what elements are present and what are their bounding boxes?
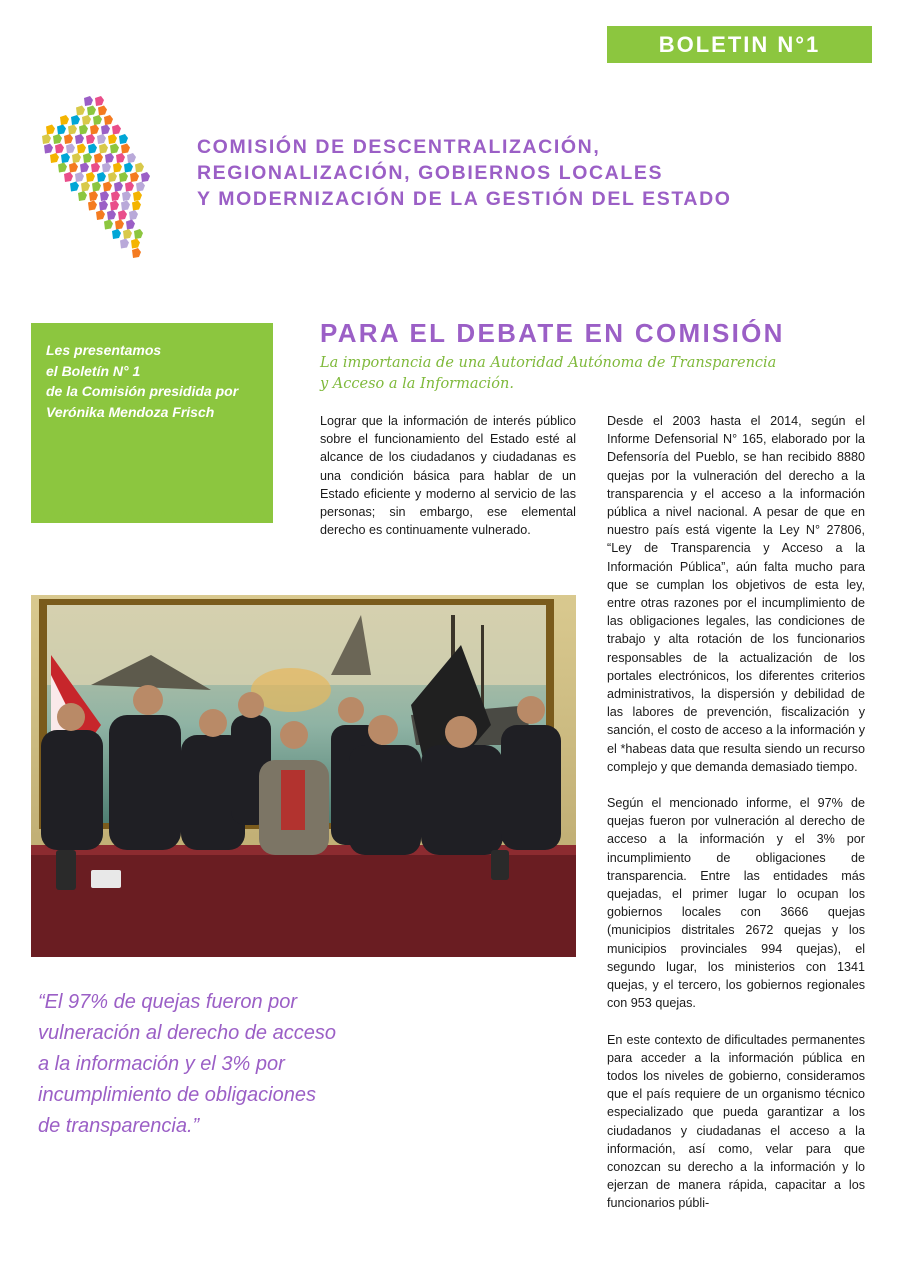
logo-tile [134,229,143,239]
logo-tile [114,182,123,192]
commission-name [197,134,837,212]
logo-tile [91,163,100,173]
logo-tile [130,172,139,182]
logo-tile [58,163,67,173]
logo-tile [141,172,150,182]
logo-tile [101,125,110,135]
logo-tile [64,172,73,182]
logo-tile [46,125,55,135]
pull-quote [38,987,378,1142]
logo-tile [84,96,93,106]
logo-tile [82,115,91,125]
subtitle-line: La importancia de una Autoridad Autónoma de Transparencia [320,355,777,371]
article-column-left [320,412,576,557]
peru-map-logo [40,90,170,265]
paragraph: Desde el 2003 hasta el 2014, según el Informe Defensorial N° 165, elaborado por la Defensoría del Pueblo, se han recibido 8880 quejas por la vulneración del derecho a la transparencia y el acceso a la información pública a nivel nacional. A pesar de que en nuestro país está vigente la Ley N° 27806, “Ley de Transparencia y Acceso a la Información Pública”, aún falta mucho para que se cumplan los objetivos de esta ley, entre otras razones por el incumplimiento de las obligaciones legales, las condiciones de trabajo y alta rotación de los funcionarios responsables de la actualización de los portales electrónicos, los diferentes criterios administrativos, la dispersión y debilidad de las labores de prevención, fiscalización y sanción, el costo de acceso a la información y el *habeas data que resulta siendo un recurso complejo y que demanda demasiado tiempo. [607,414,865,774]
logo-tile [100,191,109,201]
intro-text [46,340,271,422]
logo-tile [75,134,84,144]
logo-tile [105,153,114,163]
bulletin-badge: BOLETIN N°1 [607,26,872,63]
zigzag-edge [31,510,273,524]
commission-group-photo [31,595,576,957]
logo-tile [111,191,120,201]
article-column-right [607,412,865,1231]
section-subtitle [320,353,800,395]
logo-tile [93,115,102,125]
quote-line: incumplimiento de obligaciones [38,1084,316,1106]
paragraph: En este contexto de dificultades permanentes para acceder a la información pública en todos los niveles de gobierno, consideramos que el país requiere de un organismo técnico especializado que pueda garantizar a los ciudadanos y ciudadanas el acceso a la información, así como, velar para que conozcan su derecho a la información y lo ejerzan de manera rápida, capacitar a los funcionarios públi- [607,1032,865,1211]
logo-tile [112,125,121,135]
logo-tile [86,172,95,182]
logo-tile [42,134,51,144]
logo-tile [110,201,119,211]
paragraph: Según el mencionado informe, el 97% de quejas fueron por vulneración al derecho de acceso a la información y el 3% por incumplimiento de obligaciones de transparencia. Entre las entidades más quejadas, el primer lugar lo ocupan los gobiernos locales con 3666 quejas (municipios distritales 2672 quejas y los municipios provinciales 994 quejas), el segundo lugar, los ministerios con 1341 quejas, y el tercero, los gobiernos regionales con 953 quejas. [607,796,865,1011]
logo-tile [83,153,92,163]
logo-tile [88,144,97,154]
logo-tile [69,163,78,173]
logo-tile [75,172,84,182]
subtitle-line: y Acceso a la Información. [320,376,514,392]
logo-tile [96,210,105,220]
logo-tile [44,144,53,154]
logo-tile [112,229,121,239]
commission-line: COMISIÓN DE DESCENTRALIZACIÓN, [197,136,601,158]
logo-tile [136,182,145,192]
logo-tile [99,144,108,154]
zigzag-shape [31,510,273,523]
logo-tile [102,163,111,173]
logo-tile [64,134,73,144]
logo-tile [126,220,135,230]
logo-tile [132,201,141,211]
logo-tile [55,144,64,154]
logo-tile [70,182,79,192]
logo-tile [99,201,108,211]
logo-tile [113,163,122,173]
logo-tile [131,239,140,249]
logo-tile [72,153,81,163]
logo-tile [129,210,138,220]
logo-tile [97,172,106,182]
quote-line: a la información y el 3% por [38,1053,285,1075]
logo-tile [120,239,129,249]
logo-tile [119,134,128,144]
logo-tile [76,106,85,116]
logo-tile [125,182,134,192]
quote-line: “El 97% de quejas fueron por [38,991,298,1013]
logo-tile [119,172,128,182]
paragraph: Lograr que la información de interés público sobre el funcionamiento del Estado esté al alcance de los ciudadanos y ciudadanas es una condición básica para hablar de un Estado eficiente y moderno al servicio de las personas; sin embargo, ese elemental derecho es continuamente vulnerado. [320,414,576,538]
logo-tile [103,182,112,192]
logo-tile [97,134,106,144]
logo-tile [95,96,104,106]
logo-tile [80,163,89,173]
logo-tile [124,163,133,173]
intro-line: Verónika Mendoza Frisch [46,403,215,420]
commission-line: Y MODERNIZACIÓN DE LA GESTIÓN DEL ESTADO [197,188,732,210]
quote-line: de transparencia.” [38,1115,200,1137]
logo-tile [108,134,117,144]
logo-tile [71,115,80,125]
logo-tile [92,182,101,192]
logo-tile [104,115,113,125]
logo-tile [53,134,62,144]
logo-tile [89,191,98,201]
commission-line: REGIONALIZACIÓN, GOBIERNOS LOCALES [197,162,664,184]
section-title: PARA EL DEBATE EN COMISIÓN [320,318,785,348]
logo-tile [118,210,127,220]
logo-tile [121,201,130,211]
logo-tile [79,125,88,135]
logo-tile [81,182,90,192]
quote-line: vulneración al derecho de acceso [38,1022,336,1044]
logo-tile [94,153,103,163]
intro-line: Les presentamos [46,342,162,358]
logo-tile [61,153,70,163]
logo-tile [116,153,125,163]
logo-tile [78,191,87,201]
logo-tile [123,229,132,239]
logo-tile [86,134,95,144]
intro-line: el Boletín N° 1 [46,362,141,379]
logo-tile [90,125,99,135]
logo-tile [121,144,130,154]
logo-tile [110,144,119,154]
logo-tile [115,220,124,230]
logo-tile [50,153,59,163]
logo-tile [107,210,116,220]
intro-line: de la Comisión presidida por [46,383,239,399]
logo-tile [135,163,144,173]
logo-tile [108,172,117,182]
logo-tile [98,106,107,116]
logo-tile [127,153,136,163]
logo-tile [88,201,97,211]
logo-tile [77,144,86,154]
logo-tile [66,144,75,154]
logo-tile [133,191,142,201]
logo-tile [122,191,131,201]
logo-tile [87,106,96,116]
logo-tile [104,220,113,230]
logo-tile [60,115,69,125]
logo-tile [68,125,77,135]
logo-tile [132,248,141,258]
logo-tile [57,125,66,135]
